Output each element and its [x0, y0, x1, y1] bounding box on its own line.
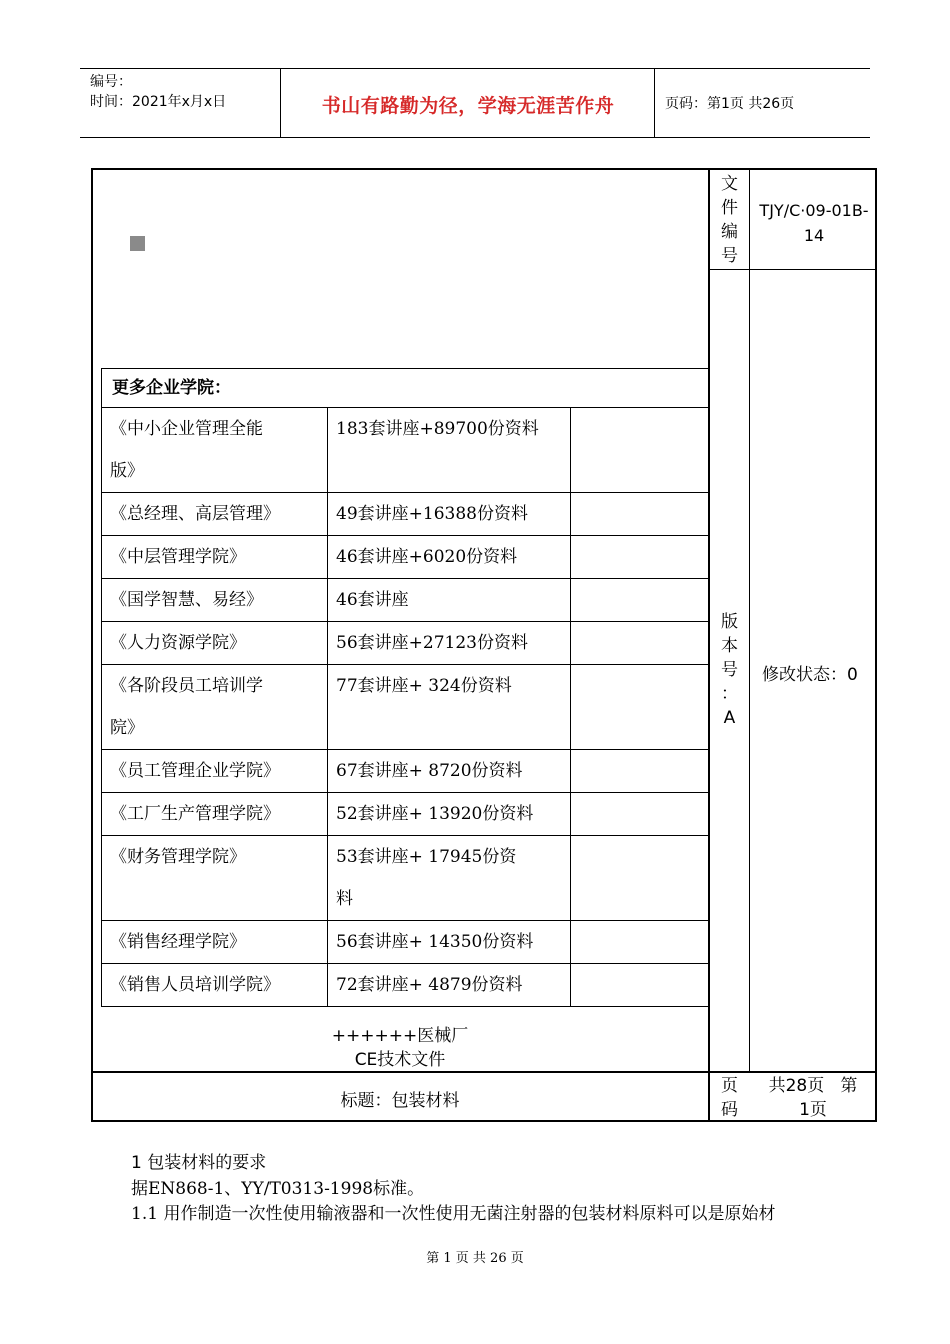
page-count: 共28页 第 1页 — [768, 1076, 858, 1120]
blank-cell — [571, 408, 709, 493]
academy-content — [328, 622, 571, 665]
table-row — [102, 408, 709, 493]
body-paragraph: 据EN868-1、YY/T0313-1998标准。 — [131, 1179, 425, 1199]
doc-number-label: 文 件 编 号 — [721, 174, 738, 266]
frame-divider — [749, 168, 750, 1072]
blank-cell — [571, 665, 709, 750]
academy-name-text: 《中层管理学院》 — [110, 547, 246, 567]
academy-content — [328, 836, 571, 921]
academy-name — [102, 921, 328, 964]
academy-content-text: 72套讲座+ 4879份资料 — [336, 975, 523, 995]
document-number-label: 编号： — [90, 74, 132, 90]
academy-name — [102, 793, 328, 836]
table-row — [102, 793, 709, 836]
header-meta — [90, 72, 226, 112]
section-heading: 1 包装材料的要求 — [131, 1153, 267, 1173]
academy-name-text: 《销售经理学院》 — [110, 932, 246, 952]
academy-name — [102, 579, 328, 622]
academy-content — [328, 536, 571, 579]
academy-name-text: 《销售人员培训学院》 — [110, 975, 280, 995]
academy-name — [102, 665, 328, 750]
academy-content — [328, 408, 571, 493]
academy-name-text: 版》 — [110, 461, 144, 481]
table-row — [102, 750, 709, 793]
header-divider — [654, 69, 655, 137]
academy-name-text: 《各阶段员工培训学 — [110, 676, 263, 696]
academy-table — [101, 368, 709, 1007]
table-row — [102, 921, 709, 964]
academy-content-text: 183套讲座+89700份资料 — [336, 419, 539, 439]
academy-content — [328, 579, 571, 622]
academy-name — [102, 750, 328, 793]
academy-name — [102, 622, 328, 665]
academy-name — [102, 836, 328, 921]
blank-cell — [571, 750, 709, 793]
page-label: 页 码 — [721, 1076, 738, 1120]
factory-name: ++++++医械厂 — [331, 1026, 469, 1046]
academy-content — [328, 921, 571, 964]
academy-name-text: 《人力资源学院》 — [110, 633, 246, 653]
page-header — [80, 68, 870, 138]
academy-name-text: 《中小企业管理全能 — [110, 419, 263, 439]
academy-content-text: 52套讲座+ 13920份资料 — [336, 804, 534, 824]
academy-content — [328, 793, 571, 836]
academy-name-text: 《员工管理企业学院》 — [110, 761, 280, 781]
table-row — [102, 622, 709, 665]
academy-content — [328, 964, 571, 1007]
academy-content — [328, 750, 571, 793]
table-row — [102, 836, 709, 921]
academy-content — [328, 493, 571, 536]
academy-content-text: 56套讲座+27123份资料 — [336, 633, 528, 653]
header-motto: 书山有路勤为径，学海无涯苦作舟 — [321, 95, 615, 117]
header-page-info: 页码：第1页 共26页 — [665, 96, 795, 112]
blank-cell — [571, 622, 709, 665]
header-divider — [280, 69, 281, 137]
academy-name — [102, 408, 328, 493]
page-footer: 第 1 页 共 26 页 — [426, 1251, 524, 1266]
table-row — [102, 493, 709, 536]
academy-name-text: 院》 — [110, 718, 144, 738]
document-title: 标题：包装材料 — [340, 1091, 460, 1111]
doc-number-value: TJY/C·09-01B-14 — [759, 201, 869, 245]
academy-name-text: 《总经理、高层管理》 — [110, 504, 280, 524]
table-row — [102, 665, 709, 750]
academy-content-text: 53套讲座+ 17945份资 — [336, 847, 517, 867]
academy-name — [102, 964, 328, 1007]
academy-content-text: 56套讲座+ 14350份资料 — [336, 932, 534, 952]
academy-content-text: 49套讲座+16388份资料 — [336, 504, 528, 524]
academy-content-text: 67套讲座+ 8720份资料 — [336, 761, 523, 781]
blank-cell — [571, 579, 709, 622]
version-label: 版 本 号 ： A — [721, 612, 738, 728]
blank-cell — [571, 536, 709, 579]
body-paragraph: 1.1 用作制造一次性使用输液器和一次性使用无菌注射器的包装材料原料可以是原始材 — [131, 1204, 776, 1224]
blank-cell — [571, 493, 709, 536]
revision-status: 修改状态：0 — [762, 665, 858, 685]
logo-placeholder — [130, 236, 145, 251]
table-row — [102, 536, 709, 579]
academy-content-text: 77套讲座+ 324份资料 — [336, 676, 512, 696]
table-header-row — [102, 369, 709, 408]
table-row — [102, 579, 709, 622]
blank-cell — [571, 964, 709, 1007]
document-type: CE技术文件 — [354, 1050, 446, 1070]
blank-cell — [571, 793, 709, 836]
blank-cell — [571, 921, 709, 964]
academy-content-text: 46套讲座 — [336, 590, 409, 610]
academy-name-text: 《财务管理学院》 — [110, 847, 246, 867]
academy-name-text: 《工厂生产管理学院》 — [110, 804, 280, 824]
blank-cell — [571, 836, 709, 921]
frame-divider — [708, 269, 877, 270]
academy-content-text: 料 — [336, 889, 353, 909]
document-date: 时间：2021年x月x日 — [90, 94, 227, 110]
academy-name — [102, 493, 328, 536]
academy-content — [328, 665, 571, 750]
table-row — [102, 964, 709, 1007]
academy-name-text: 《国学智慧、易经》 — [110, 590, 263, 610]
academy-content-text: 46套讲座+6020份资料 — [336, 547, 518, 567]
academy-name — [102, 536, 328, 579]
academy-heading: 更多企业学院： — [102, 369, 709, 408]
